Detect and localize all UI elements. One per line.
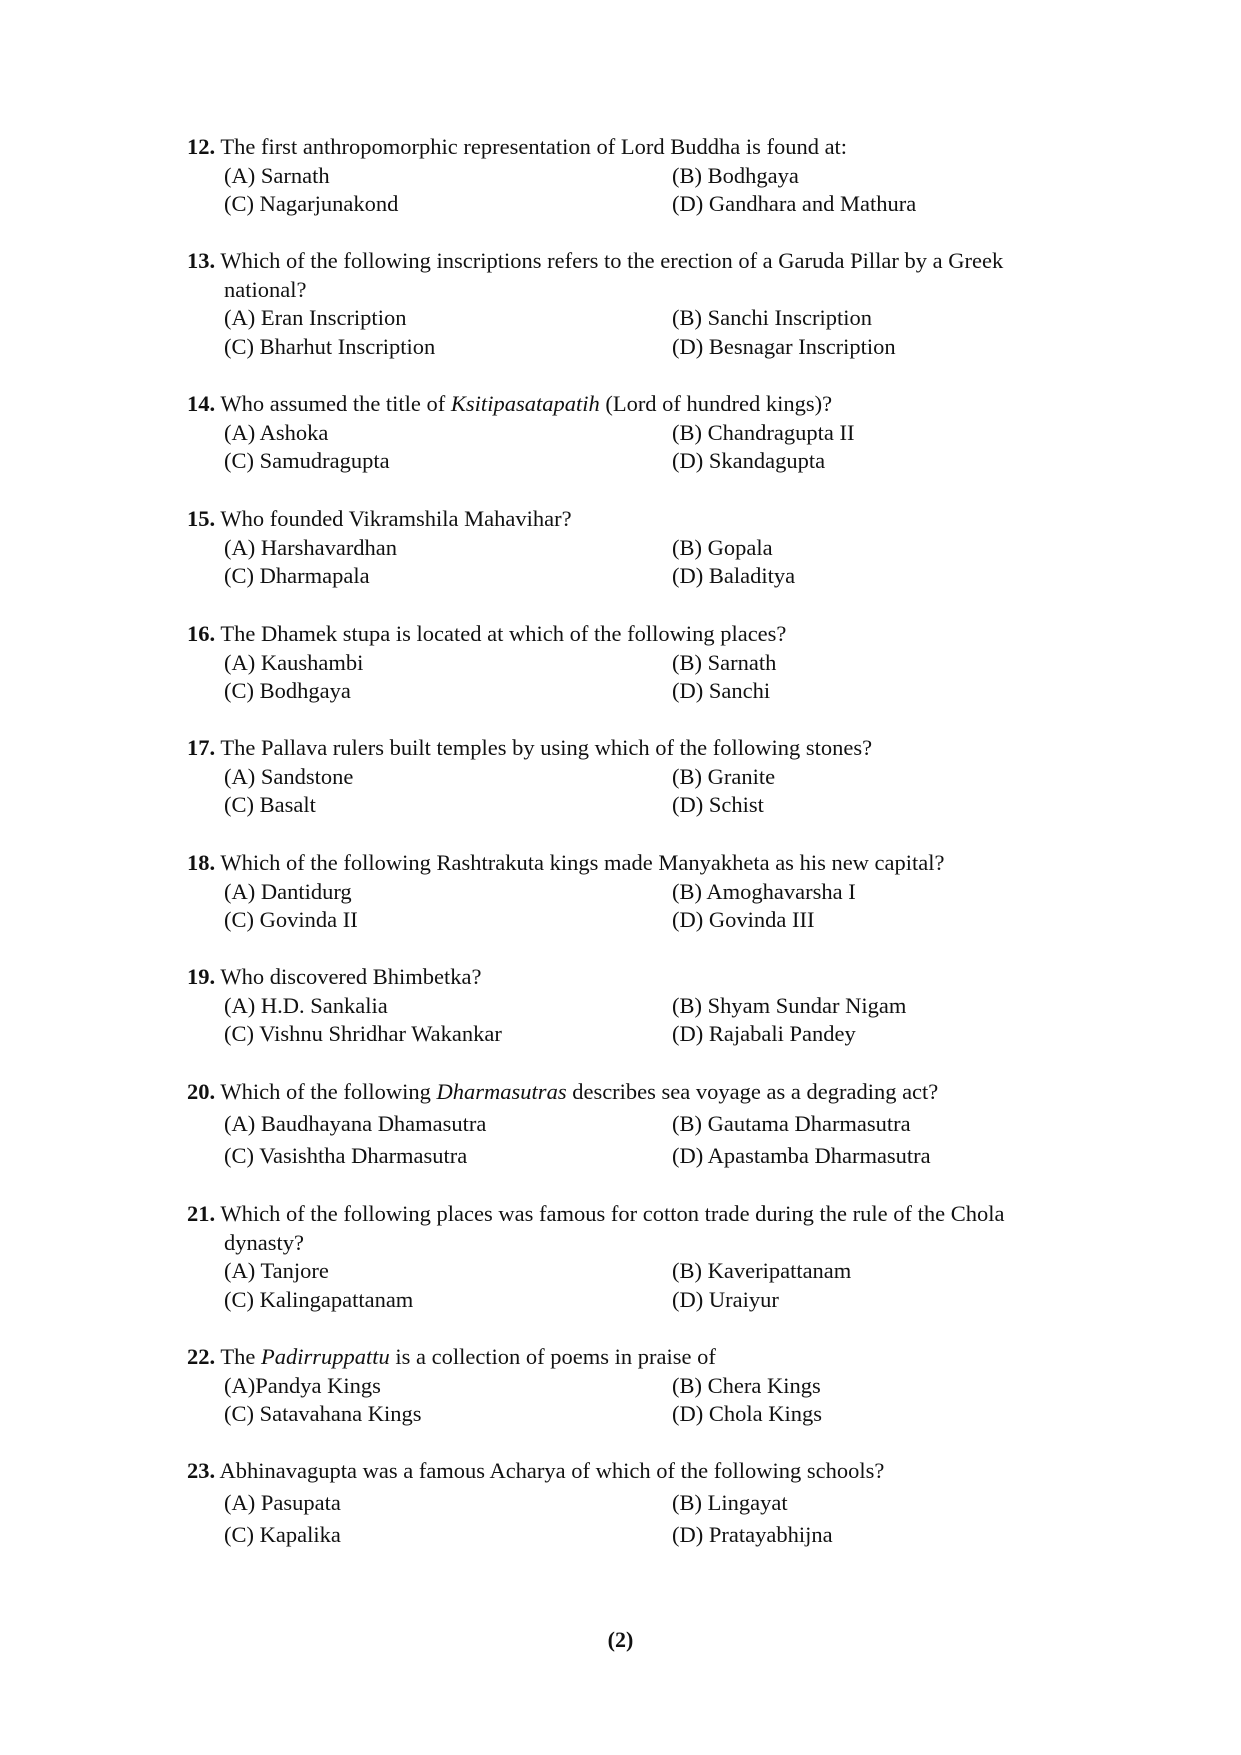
option-c: (C) Nagarjunakond — [224, 191, 399, 216]
question-stem — [187, 247, 1087, 276]
question-text-start: Who assumed the title of — [220, 391, 451, 416]
option-c: (C) Bodhgaya — [224, 678, 351, 703]
question-number: 22. — [187, 1344, 216, 1369]
question-stem — [187, 505, 1087, 534]
question-text-italic: Dharmasutras — [436, 1079, 567, 1104]
question-12 — [187, 133, 1087, 219]
option-b: (B) Sarnath — [672, 649, 777, 675]
question-number: 17. — [187, 735, 216, 760]
question-text-italic: Padirruppattu — [260, 1344, 390, 1369]
option-c: (C) Govinda II — [224, 907, 358, 932]
page-number: (2) — [607, 1627, 634, 1652]
option-b: (B) Bodhgaya — [672, 162, 799, 188]
question-20 — [187, 1078, 1087, 1171]
option-c: (C) Dharmapala — [224, 563, 370, 588]
option-d: (D) Sanchi — [672, 678, 771, 703]
option-a: (A)Pandya Kings — [224, 1372, 381, 1398]
option-d: (D) Govinda III — [672, 907, 815, 932]
question-number: 21. — [187, 1201, 216, 1226]
option-a: (A) Eran Inscription — [224, 305, 407, 330]
option-d: (D) Skandagupta — [672, 448, 826, 473]
question-stem — [187, 963, 1087, 992]
option-a: (A) Baudhayana Dhamasutra — [224, 1111, 487, 1136]
question-text-continued: dynasty? — [224, 1229, 304, 1255]
option-c: (C) Kalingapattanam — [224, 1286, 414, 1312]
question-stem — [187, 390, 1087, 419]
option-c: (C) Vasishtha Dharmasutra — [224, 1143, 468, 1168]
question-text-start: The — [220, 1344, 261, 1369]
option-d: (D) Besnagar Inscription — [672, 333, 896, 359]
question-text-end: (Lord of hundred kings)? — [599, 391, 833, 416]
question-number: 23. — [187, 1458, 216, 1483]
question-21 — [187, 1200, 1087, 1314]
question-18 — [187, 849, 1087, 935]
option-d: (D) Chola Kings — [672, 1401, 822, 1426]
option-b: (B) Shyam Sundar Nigam — [672, 992, 907, 1018]
option-b: (B) Granite — [672, 763, 776, 789]
question-stem — [187, 1343, 1087, 1372]
question-stem — [187, 849, 1087, 878]
option-b: (B) Kaveripattanam — [672, 1258, 852, 1283]
option-b: (B) Lingayat — [672, 1490, 788, 1515]
question-number: 20. — [187, 1079, 216, 1104]
question-text-start: Which of the following — [220, 1079, 437, 1104]
option-b: (B) Sanchi Inscription — [672, 305, 872, 330]
question-number: 16. — [187, 621, 216, 646]
question-22 — [187, 1343, 1087, 1429]
question-stem — [187, 734, 1087, 763]
question-text: Which of the following Rashtrakuta kings made Manyakheta as his new capital? — [220, 850, 945, 875]
option-b: (B) Amoghavarsha I — [672, 878, 856, 904]
option-a: (A) Sandstone — [224, 763, 354, 789]
question-text-end: describes sea voyage as a degrading act? — [566, 1079, 939, 1104]
option-d: (D) Apastamba Dharmasutra — [672, 1143, 931, 1168]
question-text: The first anthropomorphic representation of Lord Buddha is found at: — [220, 134, 848, 159]
question-16 — [187, 620, 1087, 706]
option-d: (D) Pratayabhijna — [672, 1522, 833, 1547]
question-text: Which of the following inscriptions refers to the erection of a Garuda Pillar by a Greek — [220, 248, 1004, 273]
question-number: 14. — [187, 391, 216, 416]
question-17 — [187, 734, 1087, 820]
option-d: (D) Baladitya — [672, 563, 796, 588]
option-b: (B) Chandragupta II — [672, 419, 855, 445]
question-number: 18. — [187, 850, 216, 875]
question-stem — [187, 133, 1087, 162]
question-stem — [187, 1078, 1087, 1110]
option-b: (B) Chera Kings — [672, 1372, 821, 1398]
question-number: 19. — [187, 964, 216, 989]
option-a: (A) Sarnath — [224, 162, 330, 188]
question-13 — [187, 247, 1087, 361]
question-stem — [187, 1200, 1087, 1229]
option-b: (B) Gopala — [672, 534, 773, 560]
question-stem — [187, 1457, 1087, 1489]
option-d: (D) Uraiyur — [672, 1286, 779, 1312]
option-a: (A) Harshavardhan — [224, 534, 398, 560]
option-d: (D) Gandhara and Mathura — [672, 191, 917, 216]
question-text-end: is a collection of poems in praise of — [389, 1344, 716, 1369]
question-text: Who discovered Bhimbetka? — [220, 964, 482, 989]
question-14 — [187, 390, 1087, 476]
option-c: (C) Samudragupta — [224, 448, 390, 473]
question-23 — [187, 1457, 1087, 1550]
question-15 — [187, 505, 1087, 591]
question-stem — [187, 620, 1087, 649]
question-text: Who founded Vikramshila Mahavihar? — [220, 506, 572, 531]
option-a: (A) Tanjore — [224, 1258, 329, 1283]
question-text: The Pallava rulers built temples by using which of the following stones? — [220, 735, 873, 760]
option-c: (C) Kapalika — [224, 1522, 341, 1547]
option-a: (A) Ashoka — [224, 419, 329, 445]
question-19 — [187, 963, 1087, 1049]
option-d: (D) Schist — [672, 792, 764, 817]
option-a: (A) H.D. Sankalia — [224, 992, 388, 1018]
option-c: (C) Basalt — [224, 792, 316, 817]
option-d: (D) Rajabali Pandey — [672, 1021, 856, 1046]
question-text: Which of the following places was famous for cotton trade during the rule of the Chola — [220, 1201, 1005, 1226]
option-a: (A) Pasupata — [224, 1490, 341, 1515]
question-text: The Dhamek stupa is located at which of the following places? — [220, 621, 787, 646]
option-b: (B) Gautama Dharmasutra — [672, 1111, 911, 1136]
option-a: (A) Kaushambi — [224, 649, 364, 675]
option-a: (A) Dantidurg — [224, 878, 352, 904]
option-c: (C) Bharhut Inscription — [224, 333, 436, 359]
question-number: 12. — [187, 134, 216, 159]
option-c: (C) Vishnu Shridhar Wakankar — [224, 1021, 502, 1046]
question-number: 13. — [187, 248, 216, 273]
question-number: 15. — [187, 506, 216, 531]
question-text-italic: Ksitipasatapatih — [450, 391, 600, 416]
option-c: (C) Satavahana Kings — [224, 1401, 422, 1426]
question-text-continued: national? — [224, 276, 307, 302]
question-text: Abhinavagupta was a famous Acharya of which of the following schools? — [219, 1458, 885, 1483]
